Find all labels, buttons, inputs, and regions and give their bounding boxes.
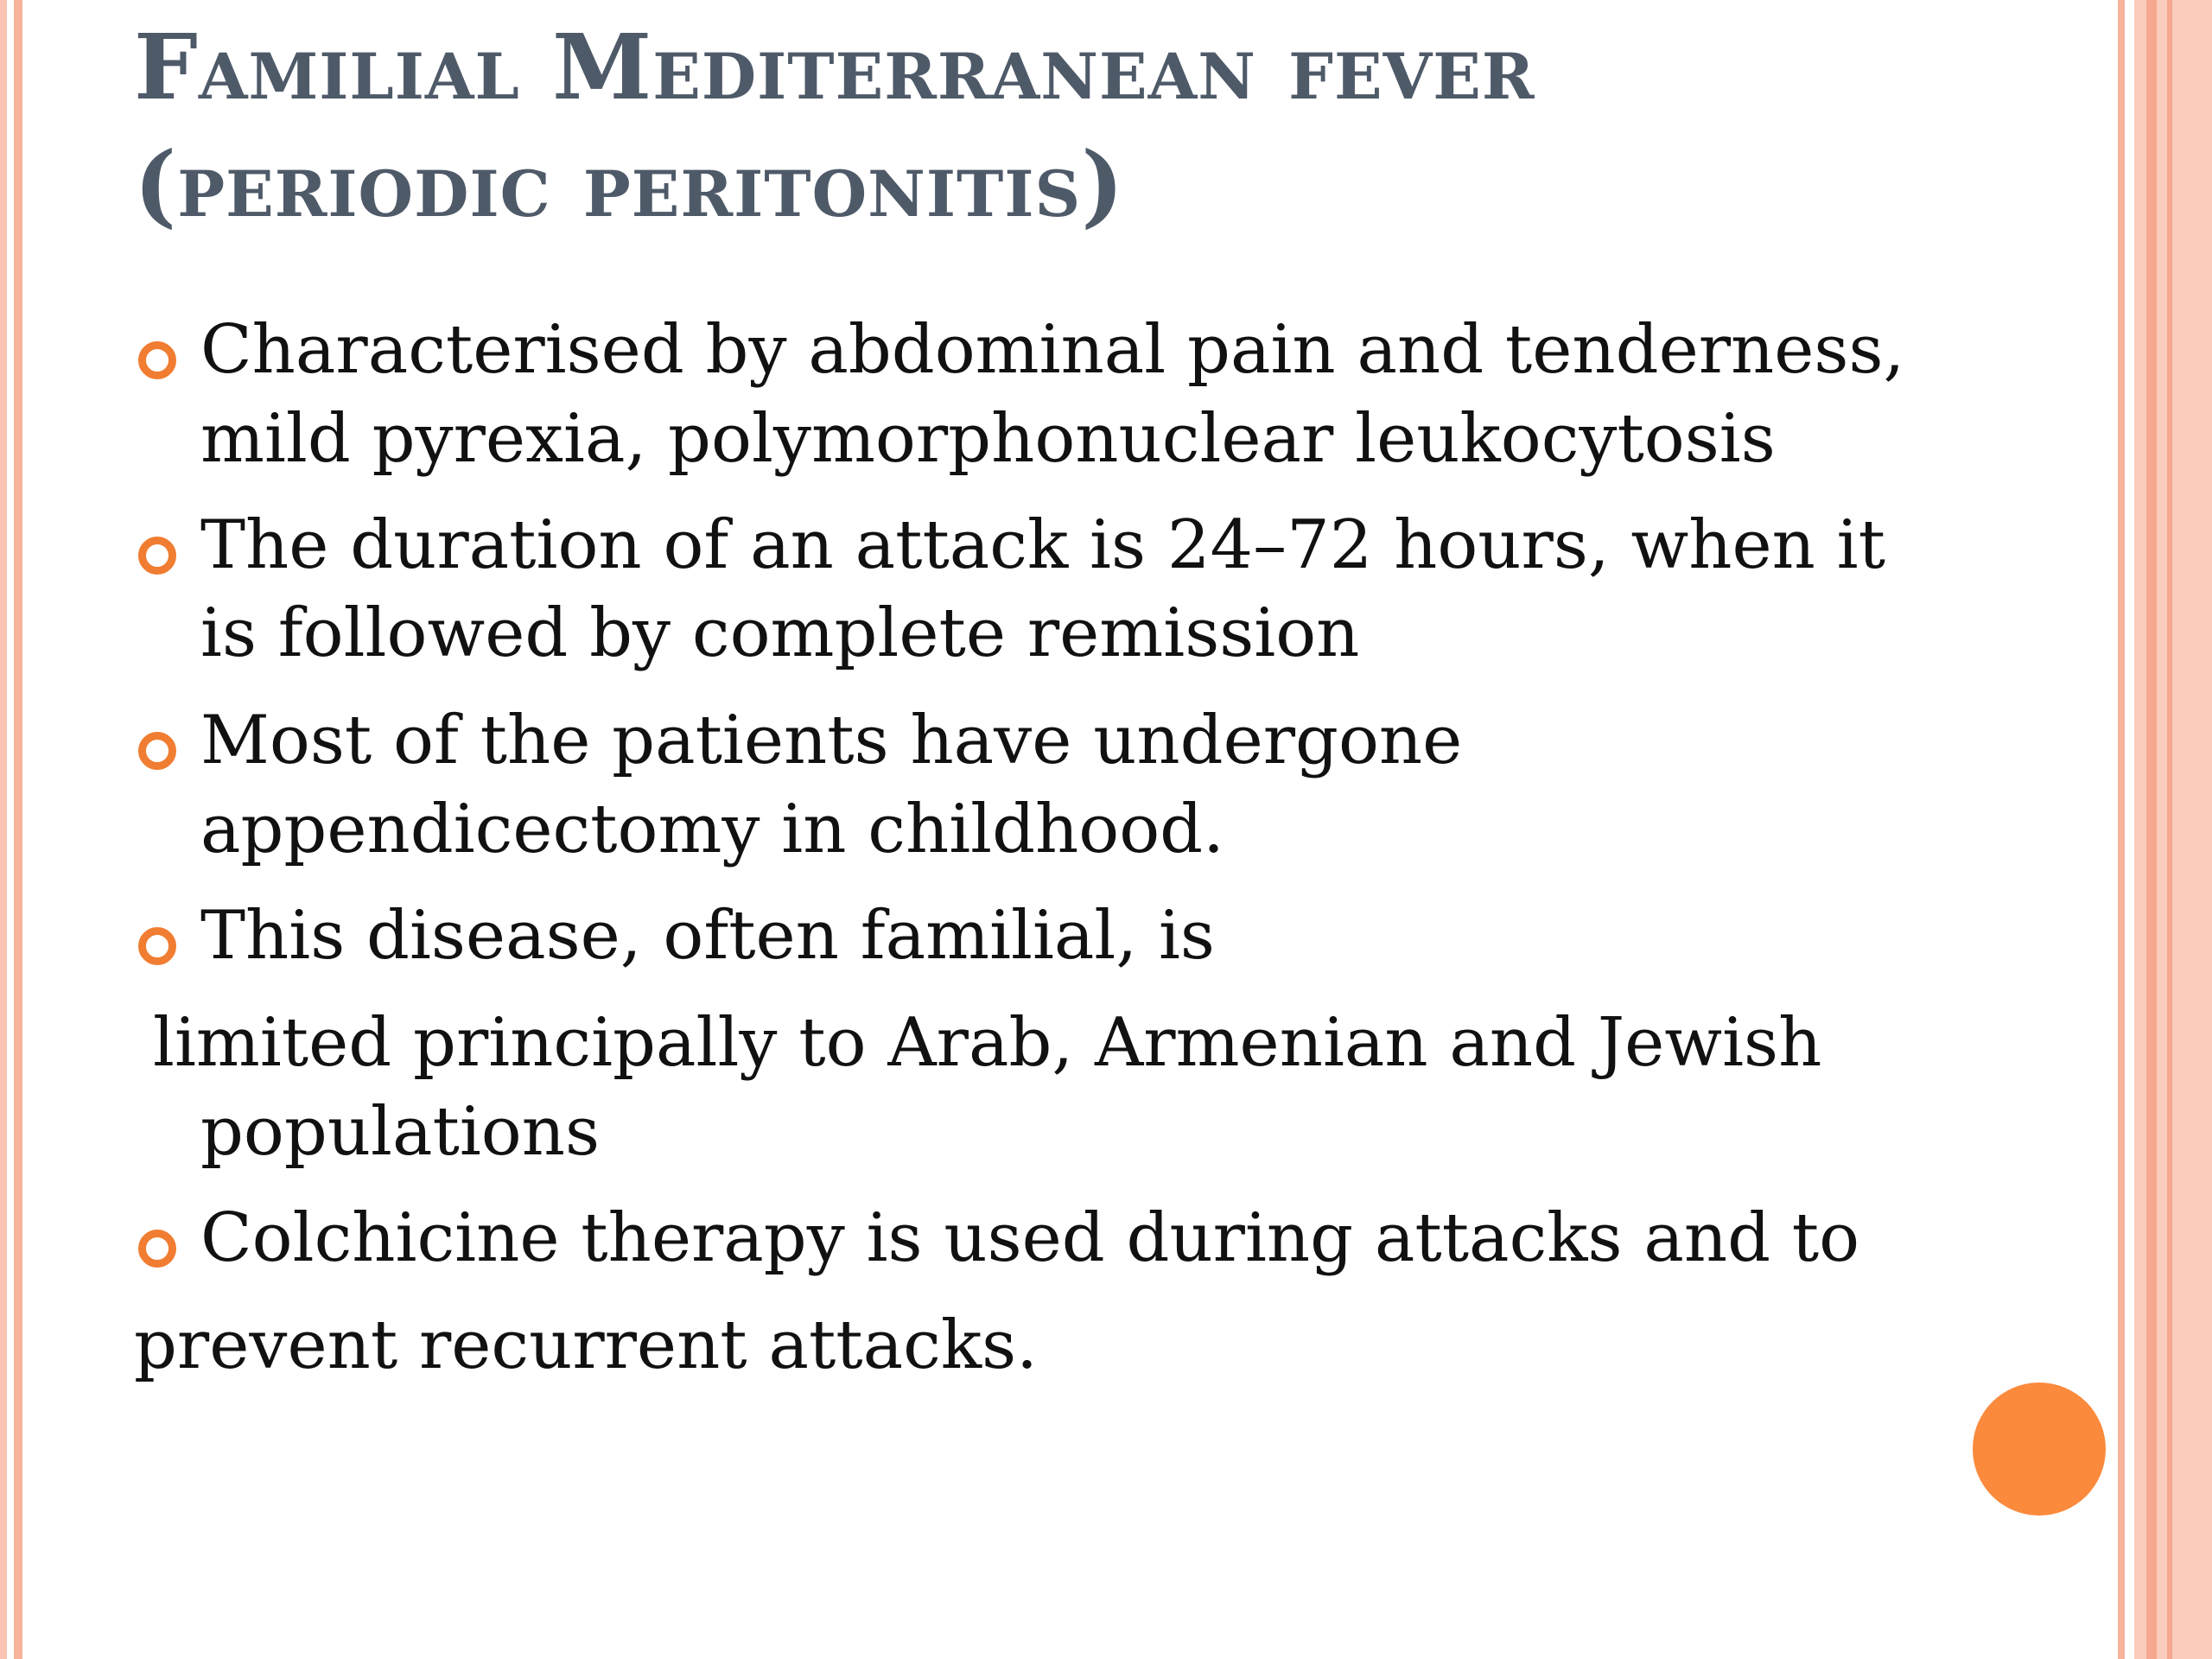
bullet-text-line: is followed by complete remission [200,594,1360,672]
bullet-text-line: limited principally to Arab, Armenian and Jewish [153,1004,1822,1082]
bullet-marker-icon [138,341,176,379]
bullet-marker-icon [138,927,176,965]
bullet-text-line: prevent recurrent attacks. [134,1306,1038,1384]
right-border-stripe-thin [2167,0,2172,1659]
slide-title [134,9,2087,244]
bullet-text-line: populations [200,1093,601,1171]
title-line-2: (periodic peritonitis) [134,131,1125,238]
bullet-text-line: Characterised by abdominal pain and tenderness, [200,311,1905,389]
decorative-orange-circle-icon [1973,1382,2106,1516]
right-border-stripe [2146,0,2157,1659]
bullet-marker-icon [138,1230,176,1268]
bullet-text-line: The duration of an attack is 24–72 hours, when it [200,506,1885,584]
right-border-band [2118,0,2125,1659]
left-border-band [0,0,7,1659]
bullet-marker-icon [138,537,176,575]
title-line-1: Familial Mediterranean fever [134,14,1535,120]
bullet-text-line: This disease, often familial, is [200,897,1215,975]
bullet-marker-icon [138,732,176,770]
bullet-text-line: appendicectomy in childhood. [200,791,1224,868]
bullet-text-line: Colchicine therapy is used during attacks and to [200,1199,1860,1277]
bullet-text-line: mild pyrexia, polymorphonuclear leukocytosis [200,400,1776,478]
bullet-text-line: Most of the patients have undergone [200,702,1463,779]
left-border-band-inner [14,0,22,1659]
